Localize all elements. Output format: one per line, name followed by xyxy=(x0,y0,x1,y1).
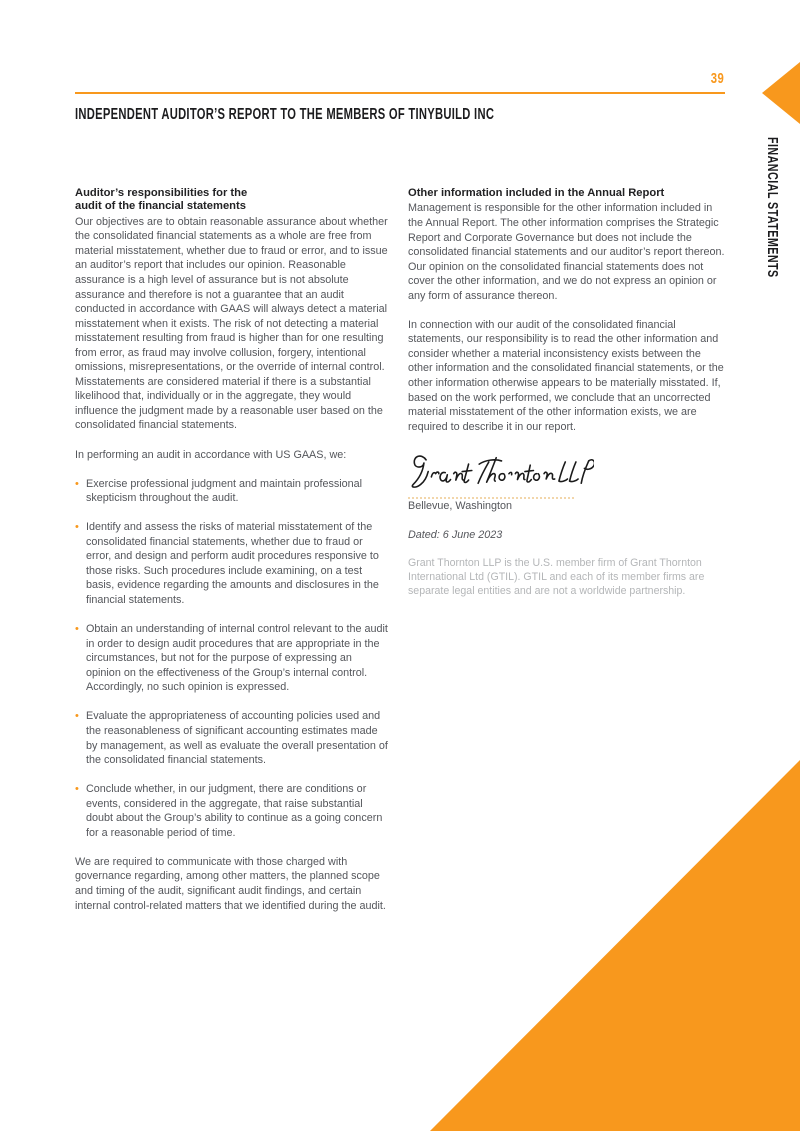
bullet-icon: • xyxy=(75,623,79,636)
right-column xyxy=(408,187,727,613)
responsibilities-list xyxy=(75,477,389,841)
list-item xyxy=(75,709,389,767)
bottom-corner-triangle xyxy=(430,760,800,1131)
bullet-icon: • xyxy=(75,477,79,490)
section-tab-label: FINANCIAL STATEMENTS xyxy=(764,137,780,278)
left-heading-line1: Auditor’s responsibilities for the xyxy=(75,187,248,199)
left-heading xyxy=(75,187,389,214)
gtil-disclaimer: Grant Thornton LLP is the U.S. member firm of Grant Thornton International Ltd (GTIL). GTIL and each of its member firms are separate legal entities and are not a worldwide partnership. xyxy=(408,556,705,597)
left-paragraph-1: Our objectives are to obtain reasonable assurance about whether the consolidated financial statements as a whole are free from material misstatement, whether due to fraud or error, and to issue an auditor’s report that includes our opinion. Reasonable assurance is a high level of assurance but is not absolute assurance and therefore is not a guarantee that an audit conducted in accordance with GAAS will always detect a material misstatement when it exists. The risk of not detecting a material misstatement resulting from fraud is higher than for one resulting from error, as fraud may involve collusion, forgery, intentional omissions, misrepresentations, or the override of internal control. Misstatements are considered material if there is a substantial likelihood that, individually or in the aggregate, they would influence the judgment made by a reasonable user based on the consolidated financial statements. xyxy=(75,215,388,432)
list-item-text: Conclude whether, in our judgment, there are conditions or events, considered in the aggregate, that raise substantial doubt about the Group’s ability to continue as a going concern for a reasonable period of time. xyxy=(86,783,383,839)
list-item-text: Identify and assess the risks of material misstatement of the consolidated financial statements, whether due to fraud or error, and design and perform audit procedures responsive to those risks. Such procedures include examining, on a test basis, evidence regarding the amounts and disclosures in the financial statements. xyxy=(86,521,379,607)
list-item xyxy=(75,782,389,840)
right-heading: Other information included in the Annual Report xyxy=(408,187,665,199)
corner-arrow-icon xyxy=(762,62,800,124)
right-paragraph-1: Management is responsible for the other information included in the Annual Report. The other information comprises the Strategic Report and Corporate Governance but does not include the consolidated financial statements and our auditor’s report thereon. Our opinion on the consolidated financial statements does not cover the other information, and we do not express an opinion or any form of assurance thereon. xyxy=(408,202,725,302)
header-rule xyxy=(75,92,725,94)
left-column xyxy=(75,187,389,928)
page-number: 39 xyxy=(710,71,724,87)
bullet-icon: • xyxy=(75,521,79,534)
left-paragraph-3: We are required to communicate with those charged with governance regarding, among other matters, the planned scope and timing of the audit, significant audit findings, and certain internal control-related matters that we identified during the audit. xyxy=(75,855,386,912)
left-paragraph-2: In performing an audit in accordance with US GAAS, we: xyxy=(75,448,347,461)
signature-location: Bellevue, Washington xyxy=(408,499,513,512)
signature-date: Dated: 6 June 2023 xyxy=(408,528,503,541)
list-item-text: Obtain an understanding of internal control relevant to the audit in order to design audit procedures that are appropriate in the circumstances, but not for the purpose of expressing an opinion on the effectiveness of the Group’s internal control. Accordingly, no such opinion is expressed. xyxy=(86,623,388,694)
page-title: INDEPENDENT AUDITOR’S REPORT TO THE MEMBERS OF TINYBUILD INC xyxy=(75,106,495,123)
list-item xyxy=(75,477,389,506)
list-item-text: Evaluate the appropriateness of accounting policies used and the reasonableness of significant accounting estimates made by management, as well as evaluate the overall presentation of the consolidated financial statements. xyxy=(86,710,388,767)
bullet-icon: • xyxy=(75,710,79,723)
list-item xyxy=(75,622,389,695)
signature-block xyxy=(408,449,727,499)
list-item xyxy=(75,520,389,607)
signature-handwriting xyxy=(408,449,594,492)
list-item-text: Exercise professional judgment and maintain professional skepticism throughout the audit. xyxy=(86,477,363,505)
right-paragraph-2: In connection with our audit of the consolidated financial statements, our responsibility is to read the other information and consider whether a material inconsistency exists between the other information and the consolidated financial statements, or the other information otherwise appears to be materially misstated. If, based on the work performed, we conclude that an uncorrected material misstatement of the other information exists, we are required to describe it in our report. xyxy=(408,318,724,433)
bullet-icon: • xyxy=(75,783,79,796)
left-heading-line2: audit of the financial statements xyxy=(75,200,246,213)
